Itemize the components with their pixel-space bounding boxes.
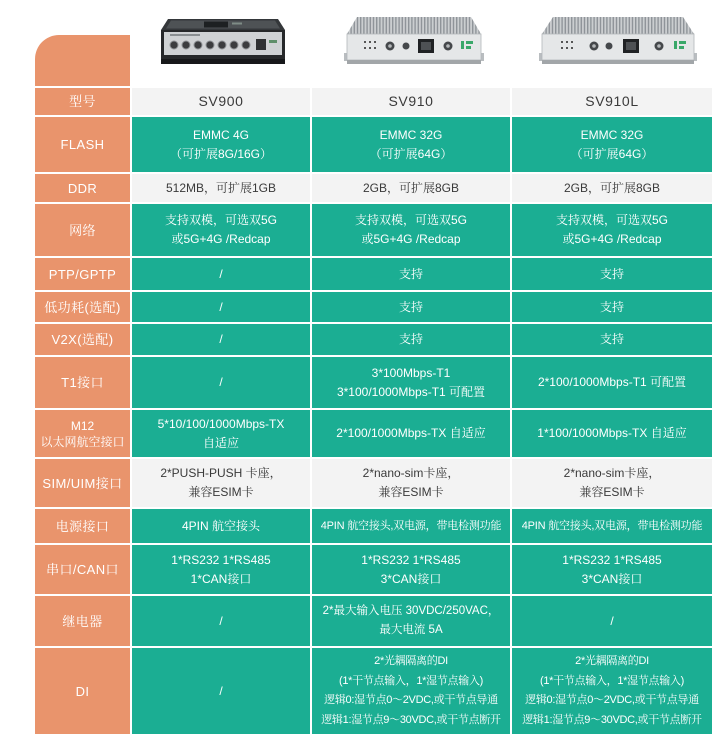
cell-serial-sv900 (132, 545, 310, 594)
cell-ptp-sv910 (312, 258, 510, 290)
cell-m12-sv910l (512, 410, 712, 457)
cell-line: 2*PUSH-PUSH 卡座， (160, 466, 282, 480)
cell-model-sv910 (312, 88, 510, 115)
cell-line: 支持双模，可选双5G (354, 213, 467, 227)
cell-flash-sv910l (512, 117, 712, 172)
row-label-network (35, 204, 130, 256)
cell-low-power-sv910l (512, 292, 712, 322)
cell-line: 1*CAN接口 (190, 571, 252, 586)
cell-sim-sv910 (312, 459, 510, 507)
cell-line: 3*100/1000Mbps-T1 可配置 (336, 384, 486, 399)
cell-flash-sv910 (312, 117, 510, 172)
cell-network-sv910l (512, 204, 712, 256)
cell-line: / (219, 375, 223, 389)
cell-t1-sv910 (312, 357, 510, 408)
cell-line: SV910L (585, 93, 639, 109)
row-label-di (35, 648, 130, 734)
cell-line: (1*干节点输入，1*湿节点输入) (338, 674, 484, 687)
cell-line: 兼容ESIM卡 (579, 485, 645, 499)
cell-line: 2GB，可扩展8GB (563, 180, 661, 195)
cell-line: / (219, 683, 223, 698)
cell-relay-sv910l (512, 596, 712, 646)
cell-line: 支持 (599, 332, 624, 346)
row-label-m12-ethernet (35, 410, 130, 457)
cell-line: 4PIN 航空接头,双电源，带电检测功能 (320, 519, 502, 532)
row-label-v2x (35, 324, 130, 355)
cell-line: （可扩展64G） (369, 146, 453, 161)
cell-line: 支持 (398, 266, 423, 281)
row-label-ddr (35, 174, 130, 202)
cell-model-sv910l (512, 88, 712, 115)
cell-relay-sv910 (312, 596, 510, 646)
cell-serial-sv910 (312, 545, 510, 594)
cell-low-power-sv910 (312, 292, 510, 322)
cell-v2x-sv910 (312, 324, 510, 355)
cell-ptp-sv910l (512, 258, 712, 290)
row-label-text: DDR (67, 180, 98, 196)
cell-line: 逻辑0:湿节点0～2VDC,或干节点导通 (324, 694, 498, 706)
row-label-low-power (35, 292, 130, 322)
row-label-text: 电源接口 (55, 518, 110, 534)
cell-line: 支持 (599, 299, 624, 314)
cell-line: 支持双模，可选双5G (555, 213, 668, 227)
cell-line: / (610, 613, 614, 628)
header-cell-sv910l (512, 35, 712, 86)
cell-line: / (219, 266, 223, 281)
cell-t1-sv900 (132, 357, 310, 408)
cell-di-sv910 (312, 648, 510, 734)
cell-line: 3*100Mbps-T1 (371, 365, 451, 380)
cell-line: 2*nano-sim卡座， (563, 466, 661, 480)
row-label-text: 型号 (69, 94, 96, 109)
cell-power-sv900 (132, 509, 310, 543)
cell-flash-sv900 (132, 117, 310, 172)
cell-serial-sv910l (512, 545, 712, 594)
spec-comparison-table (35, 35, 712, 734)
cell-line: 支持 (599, 266, 624, 281)
cell-line: 1*RS232 1*RS485 (361, 552, 461, 567)
cell-line: 逻辑1:湿节点9～30VDC,或干节点断开 (321, 713, 501, 726)
cell-network-sv900 (132, 204, 310, 256)
cell-line: 支持 (398, 299, 423, 314)
cell-line: 最大电流 5A (379, 624, 443, 636)
row-label-text: SIM/UIM接口 (42, 475, 123, 491)
cell-di-sv900 (132, 648, 310, 734)
cell-line: 1*100/1000Mbps-TX 自适应 (537, 426, 687, 440)
row-label-text: DI (75, 683, 90, 699)
row-label-text: 网络 (69, 222, 96, 238)
row-label-text: 以太网航空接口 (40, 434, 125, 449)
cell-model-sv900 (132, 88, 310, 115)
cell-line: 或5G+4G /Redcap (562, 232, 662, 246)
cell-relay-sv900 (132, 596, 310, 646)
cell-line: 兼容ESIM卡 (188, 485, 254, 499)
row-label-text: M12 (70, 418, 95, 433)
cell-line: （可扩展8G/16G） (169, 146, 273, 161)
cell-line: EMMC 32G (379, 127, 443, 142)
cell-di-sv910l (512, 648, 712, 734)
cell-line: 2*nano-sim卡座， (362, 466, 460, 480)
cell-line: 或5G+4G /Redcap (361, 232, 461, 246)
row-label-ptp-gptp (35, 258, 130, 290)
row-label-serial-can (35, 545, 130, 594)
cell-line: EMMC 4G (192, 127, 249, 142)
cell-line: 4PIN 航空接头,双电源，带电检测功能 (521, 519, 703, 532)
cell-sim-sv910l (512, 459, 712, 507)
cell-line: 4PIN 航空接头 (181, 518, 260, 533)
row-label-text: 继电器 (62, 613, 103, 629)
cell-line: 5*10/100/1000Mbps-TX (157, 416, 285, 431)
sv910-device-image (344, 15, 484, 65)
cell-power-sv910l (512, 509, 712, 543)
cell-line: 自适应 (202, 435, 239, 450)
cell-m12-sv900 (132, 410, 310, 457)
row-label-text: V2X(选配) (51, 332, 114, 347)
cell-line: SV900 (198, 93, 244, 109)
cell-t1-sv910l (512, 357, 712, 408)
cell-sim-sv900 (132, 459, 310, 507)
row-label-text: 串口/CAN口 (46, 562, 119, 577)
cell-line: 2*光耦隔离的DI (575, 655, 649, 667)
cell-line: 3*CAN接口 (380, 571, 442, 586)
cell-ptp-sv900 (132, 258, 310, 290)
cell-power-sv910 (312, 509, 510, 543)
cell-line: 或5G+4G /Redcap (171, 232, 271, 246)
sv900-device-image (160, 18, 286, 66)
cell-line: 逻辑1:湿节点9～30VDC,或干节点断开 (522, 713, 702, 726)
row-label-text: T1接口 (61, 375, 104, 390)
cell-line: 2*光耦隔离的DI (374, 655, 448, 667)
cell-line: 支持 (398, 332, 423, 346)
cell-network-sv910 (312, 204, 510, 256)
cell-line: 逻辑0:湿节点0～2VDC,或干节点导通 (525, 694, 699, 706)
cell-line: (1*干节点输入，1*湿节点输入) (539, 674, 685, 687)
header-cell-sv900 (132, 35, 310, 86)
row-label-text: 低功耗(选配) (44, 299, 121, 315)
cell-ddr-sv900 (132, 174, 310, 202)
row-label-flash (35, 117, 130, 172)
cell-ddr-sv910l (512, 174, 712, 202)
cell-line: 支持双模，可选双5G (164, 213, 277, 227)
cell-low-power-sv900 (132, 292, 310, 322)
sv910l-device-image (539, 15, 697, 65)
cell-line: / (219, 299, 223, 314)
cell-line: （可扩展64G） (570, 146, 654, 161)
cell-line: 兼容ESIM卡 (378, 485, 444, 499)
cell-line: 1*RS232 1*RS485 (171, 552, 271, 567)
row-label-power (35, 509, 130, 543)
cell-line: 512MB，可扩展1GB (165, 180, 277, 195)
table-corner (35, 35, 130, 86)
cell-line: 3*CAN接口 (581, 571, 643, 586)
cell-ddr-sv910 (312, 174, 510, 202)
cell-line: 1*RS232 1*RS485 (562, 552, 662, 567)
row-label-t1 (35, 357, 130, 408)
cell-line: / (219, 613, 223, 628)
cell-line: / (219, 332, 223, 346)
cell-line: 2*100/1000Mbps-T1 可配置 (537, 375, 687, 389)
row-label-text: PTP/GPTP (48, 266, 117, 282)
cell-line: EMMC 32G (580, 127, 644, 142)
cell-line: SV910 (388, 93, 434, 109)
row-label-sim-uim (35, 459, 130, 507)
cell-line: 2*最大输入电压 30VDC/250VAC， (322, 605, 500, 617)
row-label-relay (35, 596, 130, 646)
cell-line: 2GB，可扩展8GB (362, 180, 460, 195)
row-label-text: FLASH (60, 137, 105, 152)
cell-m12-sv910 (312, 410, 510, 457)
cell-v2x-sv900 (132, 324, 310, 355)
header-cell-sv910 (312, 35, 510, 86)
row-label-model (35, 88, 130, 115)
cell-line: 2*100/1000Mbps-TX 自适应 (336, 426, 486, 440)
cell-v2x-sv910l (512, 324, 712, 355)
